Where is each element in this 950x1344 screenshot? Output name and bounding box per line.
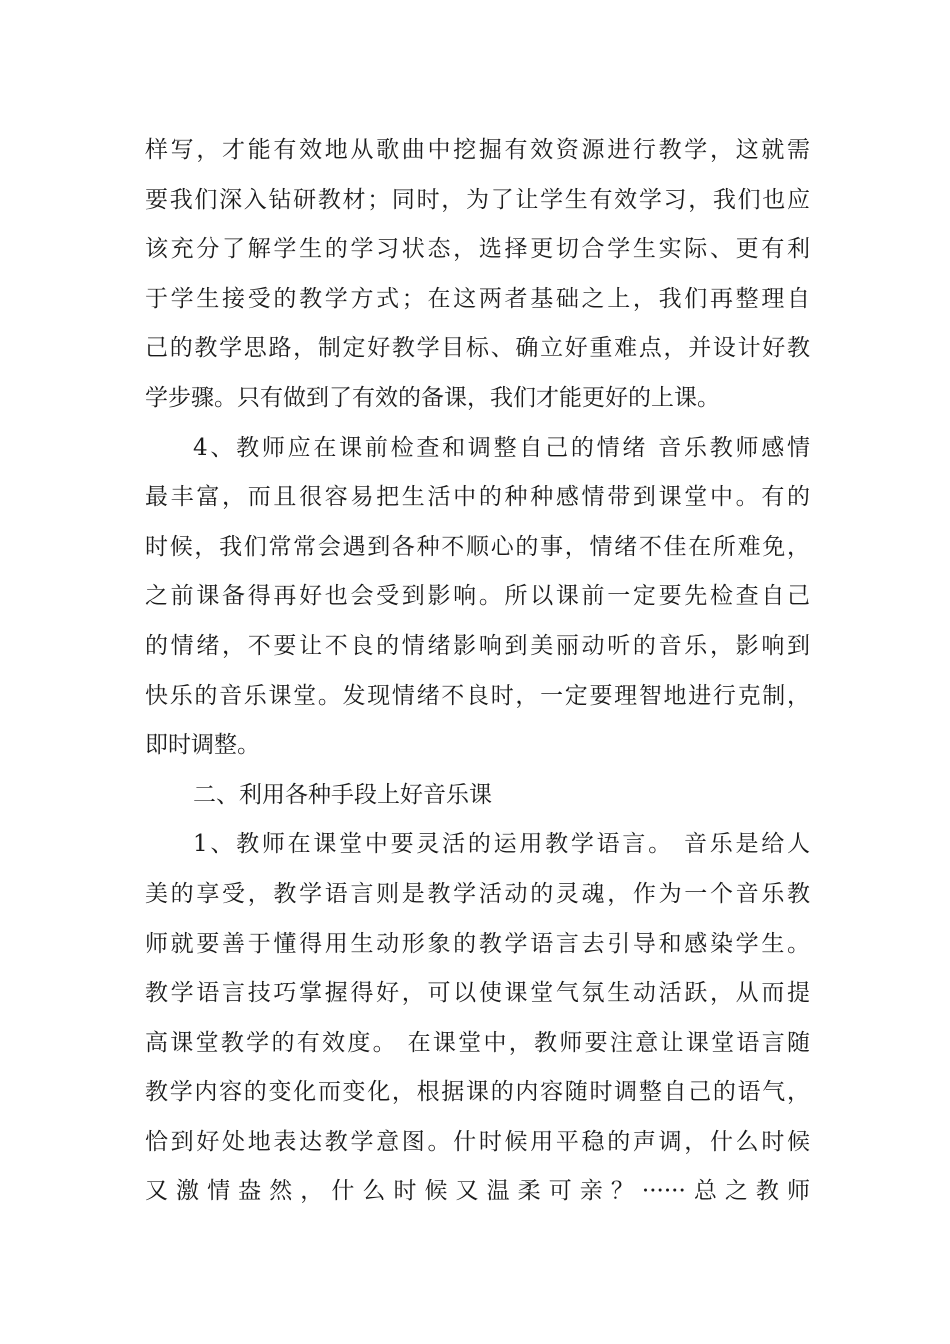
text-line: 教学内容的变化而变化，根据课的内容随时调整自己的语气， [145,1079,810,1106]
text-line: 又激情盎然，什么时候又温柔可亲？······总之教师 [145,1178,810,1205]
document-body [145,126,810,1217]
text-line: 师就要善于懂得用生动形象的教学语言去引导和感染学生。 [145,930,810,957]
text-line: 美的享受，教学语言则是教学活动的灵魂，作为一个音乐教 [145,880,810,907]
text-line: 即时调整。 [145,732,260,759]
text-line: 之前课备得再好也会受到影响。所以课前一定要先检查自己 [145,583,810,610]
text-line: 要我们深入钻研教材；同时，为了让学生有效学习，我们也应 [145,186,810,213]
paragraph [145,424,810,771]
text-line: 样写，才能有效地从歌曲中挖掘有效资源进行教学，这就需 [145,137,810,163]
text-line: 最丰富，而且很容易把生活中的种种感情带到课堂中。有的 [145,484,810,511]
paragraph [145,126,810,424]
section-heading [145,771,810,821]
text-line: 恰到好处地表达教学意图。什时候用平稳的声调，什么时候 [145,1128,810,1155]
text-line: 己的教学思路，制定好教学目标、确立好重难点，并设计好教 [145,335,810,362]
text-line: 该充分了解学生的学习状态，选择更切合学生实际、更有利 [145,236,810,263]
text-line: 于学生接受的教学方式；在这两者基础之上，我们再整理自 [145,285,810,312]
text-line: 快乐的音乐课堂。发现情绪不良时，一定要理智地进行克制， [145,682,810,709]
text-line: 的情绪，不要让不良的情绪影响到美丽动听的音乐，影响到 [145,632,810,659]
text-line: 学步骤。只有做到了有效的备课，我们才能更好的上课。 [145,384,720,411]
text-line: 4、教师应在课前检查和调整自己的情绪 音乐教师感情 [193,434,810,461]
text-line: 1、教师在课堂中要灵活的运用教学语言。 音乐是给人 [193,831,810,858]
text-line: 二、利用各种手段上好音乐课 [193,781,492,808]
paragraph [145,820,810,1217]
text-line: 时候，我们常常会遇到各种不顺心的事，情绪不佳在所难免， [145,533,810,560]
text-line: 高课堂教学的有效度。 在课堂中，教师要注意让课堂语言随 [145,1029,810,1056]
text-line: 教学语言技巧掌握得好，可以使课堂气氛生动活跃，从而提 [145,980,810,1007]
